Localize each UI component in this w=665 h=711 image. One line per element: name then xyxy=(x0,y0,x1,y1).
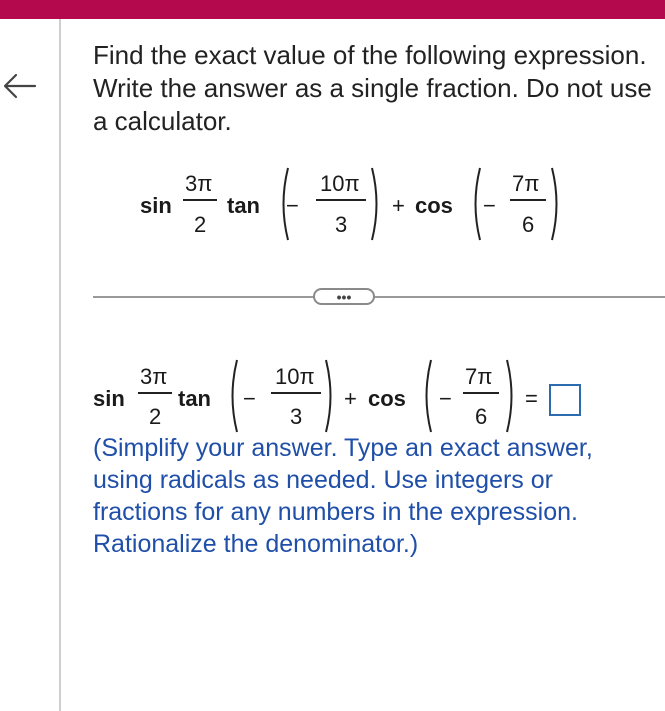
right-paren xyxy=(549,166,563,242)
tan-denominator: 3 xyxy=(335,212,348,237)
tan-denominator: 3 xyxy=(290,404,303,429)
sin-numerator: 3π xyxy=(185,171,213,196)
tan-function: tan xyxy=(178,386,211,411)
left-paren xyxy=(226,358,240,434)
sin-denominator: 2 xyxy=(194,212,207,237)
left-paren xyxy=(420,358,434,434)
top-bar xyxy=(0,0,665,19)
plus-sign: + xyxy=(344,386,357,411)
back-button[interactable] xyxy=(0,66,40,106)
tan-function: tan xyxy=(227,193,260,218)
minus-sign: − xyxy=(286,193,299,218)
sin-numerator: 3π xyxy=(140,364,168,389)
cos-numerator: 7π xyxy=(512,171,540,196)
answer-input[interactable] xyxy=(549,384,581,416)
left-paren xyxy=(469,166,483,242)
right-paren xyxy=(323,358,337,434)
equals-sign: = xyxy=(525,386,538,411)
cos-denominator: 6 xyxy=(522,212,535,237)
more-button[interactable]: ••• xyxy=(313,288,375,305)
fraction-bar xyxy=(510,199,546,201)
sin-denominator: 2 xyxy=(149,404,162,429)
sin-function: sin xyxy=(140,193,172,218)
left-divider xyxy=(59,19,61,711)
tan-numerator: 10π xyxy=(320,171,360,196)
section-divider xyxy=(93,296,665,298)
cos-denominator: 6 xyxy=(475,404,488,429)
sin-function: sin xyxy=(93,386,125,411)
tan-numerator: 10π xyxy=(275,364,315,389)
cos-function: cos xyxy=(415,193,453,218)
fraction-bar xyxy=(271,392,321,394)
fraction-bar xyxy=(183,199,217,201)
right-paren xyxy=(369,166,383,242)
question-prompt: Find the exact value of the following expression. Write the answer as a single fraction. Do not use a calculator. xyxy=(93,40,652,136)
cos-numerator: 7π xyxy=(465,364,493,389)
cos-function: cos xyxy=(368,386,406,411)
minus-sign: − xyxy=(243,386,256,411)
answer-instructions: (Simplify your answer. Type an exact answer, using radicals as needed. Use integers or fractions for any numbers in the expression. Rationalize the denominator.) xyxy=(93,434,593,558)
fraction-bar xyxy=(463,392,499,394)
plus-sign: + xyxy=(392,193,405,218)
minus-sign: − xyxy=(483,193,496,218)
right-paren xyxy=(504,358,518,434)
arrow-left-icon xyxy=(0,66,40,106)
minus-sign: − xyxy=(439,386,452,411)
fraction-bar xyxy=(316,199,366,201)
fraction-bar xyxy=(138,392,172,394)
